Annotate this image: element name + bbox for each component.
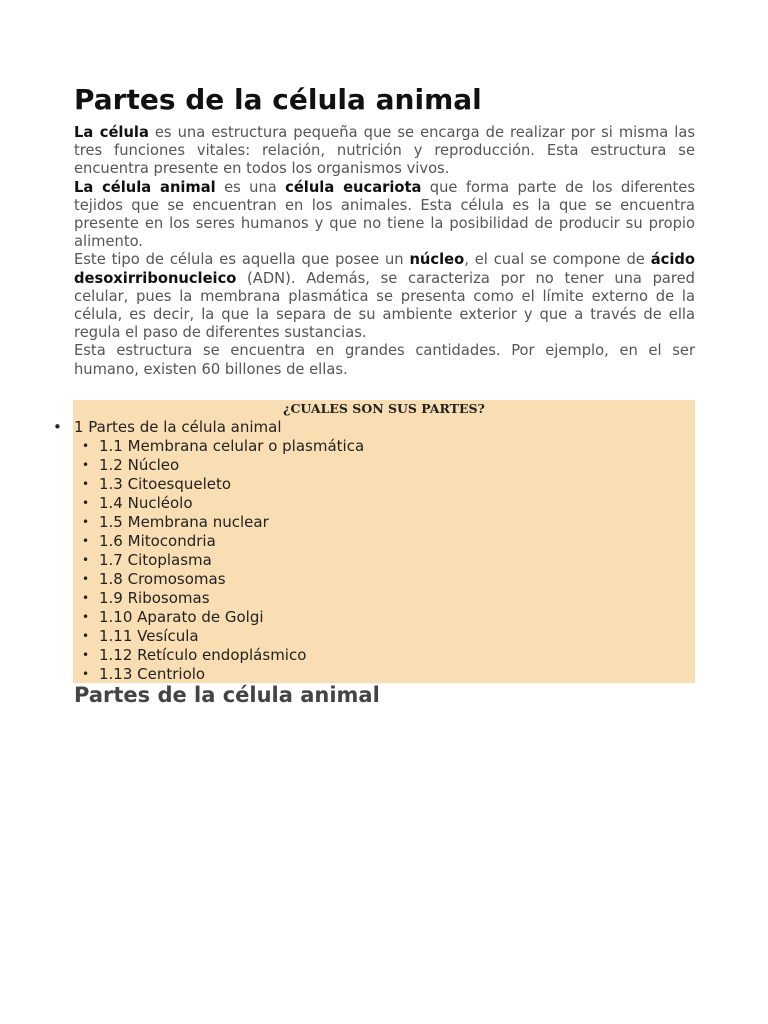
toc-item-top[interactable] [53, 418, 695, 684]
bullet-icon: • [82, 572, 90, 586]
bullet-icon: • [82, 496, 90, 510]
toc-item-label[interactable]: 1.1 Membrana celular o plasmática [99, 437, 365, 455]
toc-item[interactable] [74, 513, 695, 532]
bullet-icon: • [82, 515, 90, 529]
toc-item[interactable] [74, 608, 695, 627]
toc-item-label[interactable]: 1.4 Nucléolo [99, 494, 193, 512]
toc-item-label[interactable]: 1.13 Centriolo [99, 665, 206, 683]
toc-item[interactable] [74, 532, 695, 551]
toc-item[interactable] [74, 475, 695, 494]
paragraph-text: Esta estructura se encuentra en grandes cantidades. Por ejemplo, en el ser humano, existen 60 billones de ellas. [74, 342, 695, 378]
toc-item-label[interactable]: 1.12 Retículo endoplásmico [99, 646, 307, 664]
bullet-icon: • [53, 418, 62, 436]
bold-term: La célula [74, 124, 149, 141]
bullet-icon: • [82, 439, 90, 453]
bullet-icon: • [82, 534, 90, 548]
toc-item-label[interactable]: 1.6 Mitocondria [99, 532, 216, 550]
paragraph-text: que forma parte de los diferentes tejidos que se encuentran en los animales. Esta célula es la que se encuentra presente en los seres humanos y que no tiene la posibilidad de producir su propio alimento. [74, 178, 695, 251]
paragraph-2 [74, 179, 695, 252]
toc-item-label[interactable]: 1.11 Vesícula [99, 627, 199, 645]
toc-list [53, 418, 695, 684]
toc-item[interactable] [74, 551, 695, 570]
toc-item[interactable] [74, 570, 695, 589]
bold-term: ácido desoxirribonucleico [74, 251, 695, 287]
bullet-icon: • [82, 629, 90, 643]
table-of-contents [53, 400, 695, 683]
bullet-icon: • [82, 591, 90, 605]
paragraph-text: (ADN). Además, se caracteriza por no tener una pared celular, pues la membrana plasmática se presenta como el límite externo de la célula, es decir, la que la separa de su ambiente exterior y que a través de ella regula el paso de diferentes sustancias. [74, 269, 695, 342]
bold-term: célula eucariota [285, 178, 422, 196]
toc-item[interactable] [74, 589, 695, 608]
bold-term: La célula animal [74, 178, 216, 196]
bold-term: núcleo [409, 251, 465, 269]
paragraph-text: Este tipo de célula es aquella que posee un [74, 251, 410, 269]
page-title: Partes de la célula animal [74, 83, 482, 116]
paragraph-1 [74, 124, 695, 179]
paragraph-text: es una estructura pequeña que se encarga de realizar por si misma las tres funciones vitales: relación, nutrición y reproducción. Esta estructura se encuentra presente en todos los organismos vivos. [74, 124, 695, 178]
paragraph-3 [74, 251, 695, 342]
bullet-icon: • [82, 477, 90, 491]
toc-sublist [74, 437, 695, 684]
toc-item-label[interactable]: 1.7 Citoplasma [99, 551, 212, 569]
toc-item-label[interactable]: 1.9 Ribosomas [99, 589, 210, 607]
toc-heading: ¿CUALES SON SUS PARTES? [283, 401, 485, 416]
bullet-icon: • [82, 610, 90, 624]
toc-item-label[interactable]: 1 Partes de la célula animal [74, 418, 282, 436]
toc-item-label[interactable]: 1.3 Citoesqueleto [99, 475, 232, 493]
section-title: Partes de la célula animal [74, 683, 380, 707]
paragraph-text: , el cual se compone de [464, 251, 651, 269]
toc-item[interactable] [74, 627, 695, 646]
toc-item[interactable] [74, 437, 695, 456]
toc-item-label[interactable]: 1.10 Aparato de Golgi [99, 608, 264, 626]
toc-item-label[interactable]: 1.8 Cromosomas [99, 570, 226, 588]
paragraph-text: es una [215, 178, 286, 196]
bullet-icon: • [82, 648, 90, 662]
paragraph-4 [74, 342, 695, 378]
bullet-icon: • [82, 458, 90, 472]
article-body [74, 124, 695, 379]
bullet-icon: • [82, 553, 90, 567]
toc-item-label[interactable]: 1.2 Núcleo [99, 456, 180, 474]
toc-item[interactable] [74, 494, 695, 513]
toc-item[interactable] [74, 646, 695, 665]
toc-item[interactable] [74, 456, 695, 475]
article [74, 80, 695, 379]
toc-item-label[interactable]: 1.5 Membrana nuclear [99, 513, 269, 531]
bullet-icon: • [82, 667, 90, 681]
